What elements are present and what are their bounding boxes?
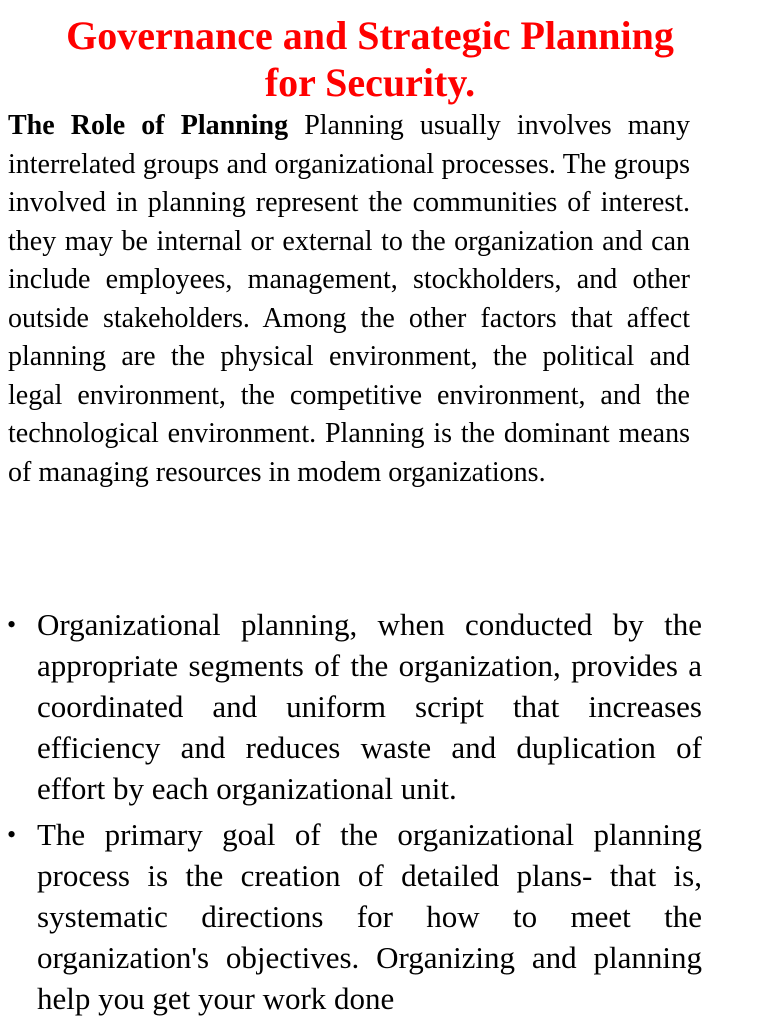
intro-lead: The Role of Planning <box>8 110 289 141</box>
title-line-2: for Security. <box>264 60 476 105</box>
list-item <box>0 814 702 1019</box>
bullet-dot-icon: • <box>7 610 17 639</box>
bullet-text: The primary goal of the organizational planning process is the creation of detailed plans- that is, systematic directions for how to meet the organization's objectives. Organizing and planning help you get your work done <box>37 817 702 1016</box>
bullet-text: Organizational planning, when conducted by the appropriate segments of the organization, provides a coordinated and uniform script that increases efficiency and reduces waste and duplication of effort by each organizational unit. <box>37 607 702 806</box>
document-title <box>0 12 740 106</box>
title-line-1: Governance and Strategic Planning <box>66 13 674 58</box>
bullet-list <box>0 604 702 1024</box>
list-item <box>0 604 702 809</box>
bullet-dot-icon: • <box>7 820 17 849</box>
intro-paragraph <box>8 107 690 492</box>
intro-text: Planning usually involves many interrelated groups and organizational processes. The groups involved in planning represent the communities of interest. they may be internal or external to the organization and can include employees, management, stockholders, and other outside stakeholders. Among the other factors that affect planning are the physical environment, the political and legal environment, the competitive environment, and the technological environment. Planning is the dominant means of managing resources in modem organizations. <box>8 110 690 488</box>
